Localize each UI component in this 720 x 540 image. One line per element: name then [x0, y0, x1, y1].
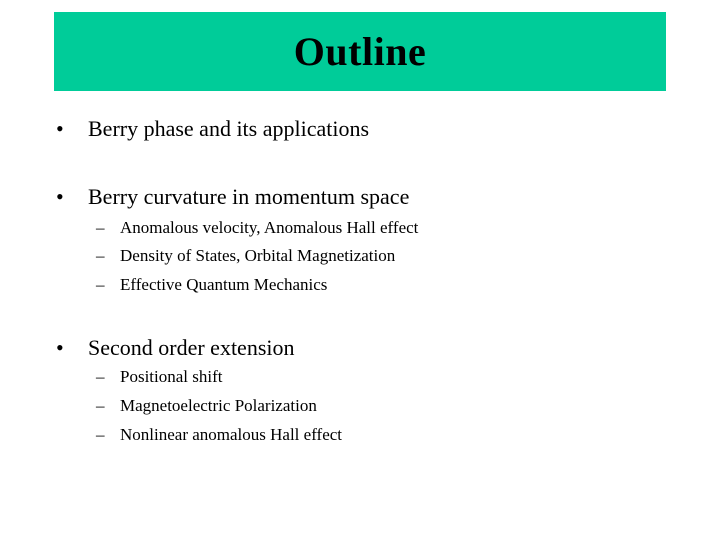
- bullet-icon: •: [56, 116, 64, 141]
- sub-item: [96, 218, 418, 238]
- sub-item-label: Positional shift: [120, 367, 223, 386]
- sub-item-label: Anomalous velocity, Anomalous Hall effect: [120, 218, 419, 237]
- sub-item-label: Nonlinear anomalous Hall effect: [120, 425, 343, 444]
- dash-icon: –: [96, 396, 105, 415]
- dash-icon: –: [96, 425, 105, 444]
- dash-icon: –: [96, 246, 105, 265]
- title-bar: [54, 12, 666, 91]
- sub-item-label: Density of States, Orbital Magnetization: [120, 246, 396, 265]
- dash-icon: –: [96, 275, 105, 294]
- bullet-item: [56, 184, 409, 210]
- sub-item-label: Effective Quantum Mechanics: [120, 275, 328, 294]
- dash-icon: –: [96, 367, 105, 386]
- sub-item-label: Magnetoelectric Polarization: [120, 396, 317, 415]
- sub-item: [96, 246, 395, 266]
- sub-item: [96, 396, 317, 416]
- slide-title: Outline: [293, 28, 427, 74]
- dash-icon: –: [96, 218, 105, 237]
- bullet-item: [56, 335, 295, 361]
- bullet-label: Berry phase and its applications: [88, 116, 370, 141]
- sub-item: [96, 275, 327, 295]
- bullet-icon: •: [56, 184, 64, 209]
- sub-item: [96, 425, 342, 445]
- bullet-label: Second order extension: [88, 335, 295, 360]
- bullet-label: Berry curvature in momentum space: [88, 184, 410, 209]
- sub-item: [96, 367, 222, 387]
- bullet-item: [56, 116, 369, 142]
- bullet-icon: •: [56, 335, 64, 360]
